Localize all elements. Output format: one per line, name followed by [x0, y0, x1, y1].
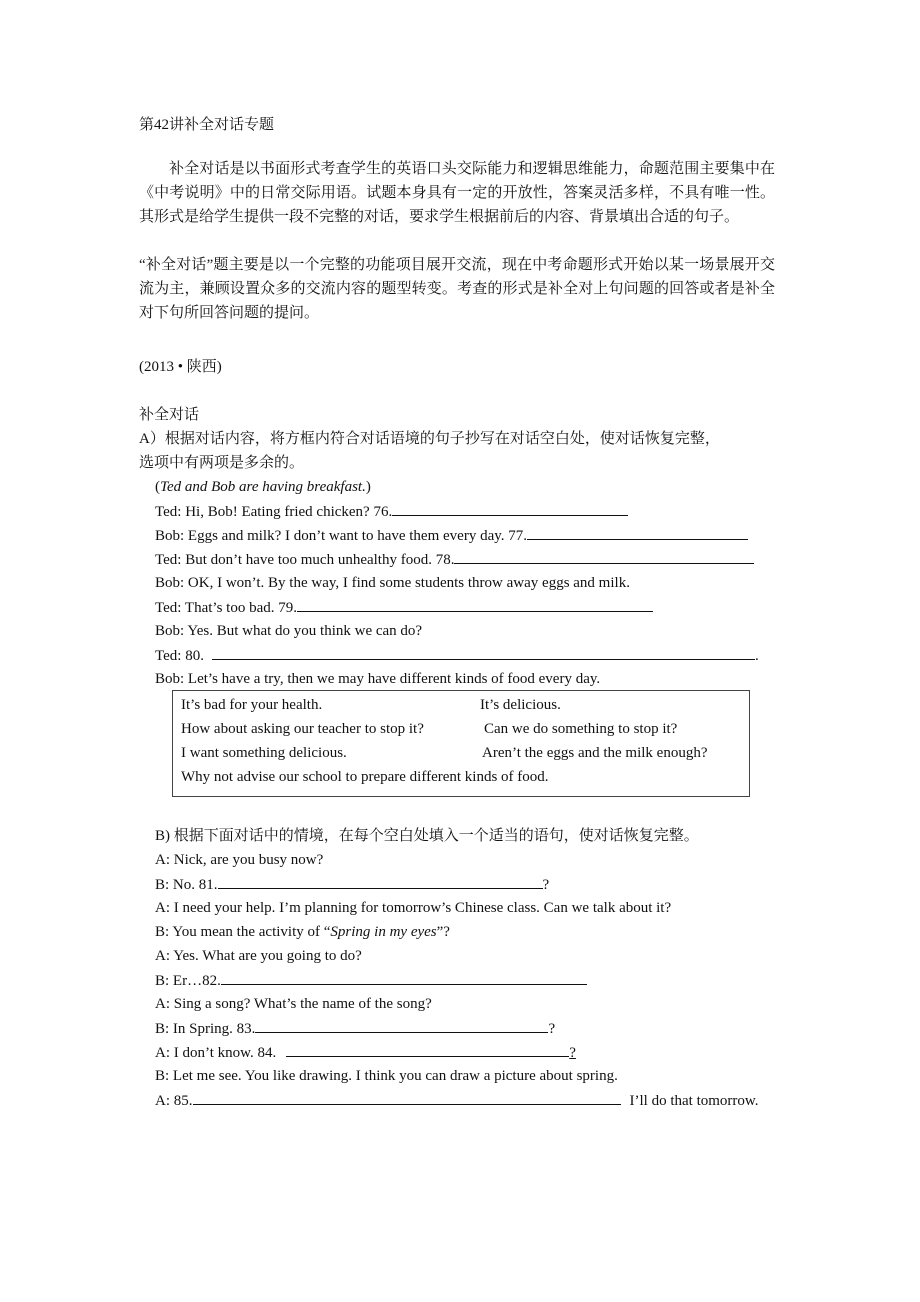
dialogue-b-line-3: A: I need your help. I’m planning for tomorrow’s Chinese class. Can we talk about it? — [155, 900, 672, 916]
answer-blank-76[interactable] — [392, 501, 628, 516]
dialogue-line-bob-3: Bob: OK, I won’t. By the way, I find some students throw away eggs and milk. — [155, 575, 630, 591]
option-4: Can we do something to stop it? — [484, 721, 678, 737]
dialogue-line-77: Bob: Eggs and milk? I don’t want to have them every day. 77. — [155, 525, 748, 546]
options-box — [172, 690, 750, 797]
dialogue-line-79: Ted: That’s too bad. 79. — [155, 597, 653, 618]
option-5: I want something delicious. — [181, 745, 347, 761]
part-b-instruction: B) 根据下面对话中的情境，在每个空白处填入一个适当的语句，使对话恢复完整。 — [155, 828, 699, 844]
dialogue-b-line-7: A: Sing a song? What’s the name of the song? — [155, 996, 432, 1012]
option-3: How about asking our teacher to stop it? — [181, 721, 424, 737]
dialogue-b-line-5: A: Yes. What are you going to do? — [155, 948, 362, 964]
dialogue-line-84: A: I don’t know. 84. ? — [155, 1042, 576, 1063]
dialogue-line-bob-5: Bob: Let’s have a try, then we may have different kinds of food every day. — [155, 671, 601, 687]
answer-blank-83[interactable] — [255, 1018, 548, 1033]
intro-paragraph-2: “补全对话”题主要是以一个完整的功能项目展开交流，现在中考命题形式开始以某一场景展开交流为主，兼顾设置众多的交流内容的题型转变。考查的形式是补全对上句问题的回答或者是补全对下句所回答问题的提问。 — [139, 257, 775, 321]
answer-blank-85[interactable] — [193, 1090, 621, 1105]
dialogue-line-bob-4: Bob: Yes. But what do you think we can do? — [155, 623, 423, 639]
dialogue-line-78: Ted: But don’t have too much unhealthy food. 78. — [155, 549, 754, 570]
option-6: Aren’t the eggs and the milk enough? — [482, 745, 708, 761]
scene-note: (Ted and Bob are having breakfast.) — [155, 479, 371, 495]
dialogue-line-80: Ted: 80. . — [155, 645, 759, 666]
dialogue-line-85: A: 85. I’ll do that tomorrow. — [155, 1090, 759, 1111]
dialogue-line-82: B: Er…82. — [155, 970, 587, 991]
answer-blank-81[interactable] — [218, 874, 543, 889]
dialogue-line-81: B: No. 81. ? — [155, 874, 549, 895]
answer-blank-82[interactable] — [221, 970, 587, 985]
dialogue-line-83: B: In Spring. 83. ? — [155, 1018, 555, 1039]
source-label: (2013 • 陕西) — [139, 359, 222, 375]
answer-blank-77[interactable] — [527, 525, 748, 540]
option-2: It’s delicious. — [480, 697, 561, 713]
answer-blank-78[interactable] — [454, 549, 754, 564]
part-a-instruction-2: 选项中有两项是多余的。 — [139, 455, 305, 471]
part-a-instruction-1: A）根据对话内容，将方框内符合对话语境的句子抄写在对话空白处，使对话恢复完整， — [139, 431, 720, 447]
dialogue-line-76: Ted: Hi, Bob! Eating fried chicken? 76. — [155, 501, 628, 522]
option-1: It’s bad for your health. — [181, 697, 323, 713]
page-title: 第42讲补全对话专题 — [139, 117, 275, 133]
section-title: 补全对话 — [139, 407, 200, 423]
answer-blank-79[interactable] — [297, 597, 653, 612]
answer-blank-84[interactable] — [286, 1042, 569, 1057]
dialogue-b-line-10: B: Let me see. You like drawing. I think you can draw a picture about spring. — [155, 1068, 618, 1084]
option-7: Why not advise our school to prepare different kinds of food. — [181, 769, 549, 785]
scene-text: Ted and Bob are having breakfast. — [160, 479, 366, 495]
dialogue-b-line-4: B: You mean the activity of “Spring in my eyes”? — [155, 924, 450, 940]
dialogue-b-line-1: A: Nick, are you busy now? — [155, 852, 324, 868]
answer-blank-80[interactable] — [212, 645, 755, 660]
intro-paragraph-1: 补全对话是以书面形式考查学生的英语口头交际能力和逻辑思维能力，命题范围主要集中在《中考说明》中的日常交际用语。试题本身具有一定的开放性，答案灵活多样，不具有唯一性。其形式是给学生提供一段不完整的对话，要求学生根据前后的内容、背景填出合适的句子。 — [139, 161, 775, 225]
